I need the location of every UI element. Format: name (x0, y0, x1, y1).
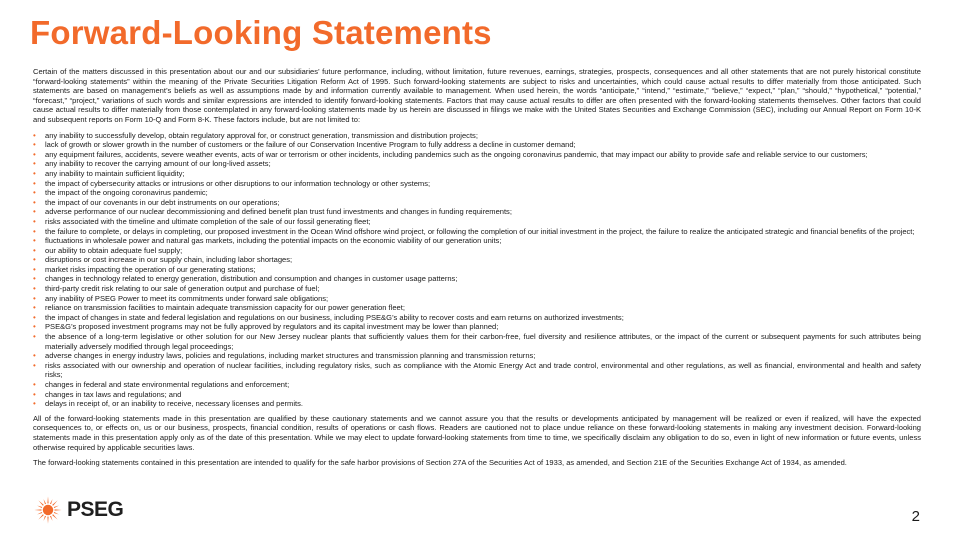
risk-factor-item: • risks associated with the timeline and ultimate completion of the sale of our fossil generating fleet; (33, 217, 921, 227)
logo-wordmark: PSEG (67, 498, 124, 521)
risk-factor-item: • risks associated with our ownership and operation of nuclear facilities, including regulatory risks, such as compliance with the Atomic Energy Act and trade control, environmental and other regulations, as well as financial, environmental and health and safety risks; (33, 361, 921, 380)
risk-factor-item: • any inability of PSEG Power to meet its commitments under forward sale obligations; (33, 294, 921, 304)
risk-factor-item: • third-party credit risk relating to our sale of generation output and purchase of fuel; (33, 284, 921, 294)
risk-factor-item: • our ability to obtain adequate fuel supply; (33, 246, 921, 256)
risk-factor-item: • the impact of the ongoing coronavirus pandemic; (33, 188, 921, 198)
risk-factor-item: • any inability to successfully develop, obtain regulatory approval for, or construct generation, transmission and distribution projects; (33, 131, 921, 141)
risk-factor-item: • changes in federal and state environmental regulations and enforcement; (33, 380, 921, 390)
risk-factor-item: • market risks impacting the operation of our generating stations; (33, 265, 921, 275)
slide-content (33, 67, 921, 474)
risk-factor-item: • any equipment failures, accidents, severe weather events, acts of war or terrorism or other incidents, including pandemics such as the ongoing coronavirus pandemic, that may impact our ability to provide safe and reliable service to our customers; (33, 150, 921, 160)
risk-factor-item: • changes in tax laws and regulations; and (33, 390, 921, 400)
risk-factor-item: • lack of growth or slower growth in the number of customers or the failure of our Conservation Incentive Program to fully address a decline in customer demand; (33, 140, 921, 150)
risk-factor-item: • any inability to recover the carrying amount of our long-lived assets; (33, 159, 921, 169)
risk-factor-item: • any inability to maintain sufficient liquidity; (33, 169, 921, 179)
risk-factor-item: • the failure to complete, or delays in completing, our proposed investment in the Ocean Wind offshore wind project, or following the completion of our initial investment in the project, the failure to realize the anticipated strategic and financial benefits of the project; (33, 227, 921, 237)
risk-factor-item: • adverse changes in energy industry laws, policies and regulations, including market structures and transmission planning and transmission returns; (33, 351, 921, 361)
risk-factor-item: • reliance on transmission facilities to maintain adequate transmission capacity for our power generation fleet; (33, 303, 921, 313)
safe-harbor-paragraph: The forward-looking statements contained in this presentation are intended to qualify for the safe harbor provisions of Section 27A of the Securities Act of 1933, as amended, and Section 21E of the Securities Exchange Act of 1934, as amended. (33, 458, 847, 468)
risk-factor-item: • changes in technology related to energy generation, distribution and consumption and changes in customer usage patterns; (33, 274, 921, 284)
risk-factor-item: • the impact of changes in state and federal legislation and regulations on our business, including PSE&G’s ability to recover costs and earn returns on authorized investments; (33, 313, 921, 323)
pseg-logo (34, 496, 123, 524)
intro-paragraph: Certain of the matters discussed in this presentation about our and our subsidiaries’ future performance, including, without limitation, future revenues, earnings, strategies, prospects, consequences and all other statements that are not purely historical constitute “forward-looking statements” within the meaning of the Private Securities Litigation Reform Act of 1995. Such forward-looking statements are subject to risks and uncertainties, which could cause actual results to differ materially from those anticipated. Such statements are based on management’s beliefs as well as assumptions made by and information currently available to management. When used herein, the words “anticipate,” “intend,” “estimate,” “believe,” “expect,” “plan,” “should,” “hypothetical,” “potential,” “forecast,” “project,” variations of such words and similar expressions are intended to identify forward-looking statements. Factors that may cause actual results to differ are often presented with the forward-looking statements themselves. Other factors that could cause actual results to differ materially from those contemplated in any forward-looking statements made by us herein are discussed in filings we make with the United States Securities and Exchange Commission (SEC), including our Annual Report on Form 10-K and subsequent reports on Form 10-Q and Form 8-K. These factors include, but are not limited to: (33, 67, 921, 124)
risk-factor-item: • the absence of a long-term legislative or other solution for our New Jersey nuclear plants that sufficiently values them for their carbon-free, fuel diversity and resilience attributes, or the impact of the current or subsequent payments for such attributes being materially adversely modified through legal proceedings; (33, 332, 921, 351)
risk-factor-item: • fluctuations in wholesale power and natural gas markets, including the potential impacts on the economic viability of our generation units; (33, 236, 921, 246)
risk-factor-list (33, 131, 921, 409)
risk-factor-item: • disruptions or cost increase in our supply chain, including labor shortages; (33, 255, 921, 265)
risk-factor-item: • PSE&G’s proposed investment programs may not be fully approved by regulators and its capital investment may be lower than planned; (33, 322, 921, 332)
page-number: 2 (911, 508, 920, 525)
sunburst-logo-icon (34, 496, 62, 524)
risk-factor-item: • the impact of cybersecurity attacks or intrusions or other disruptions to our information technology or other systems; (33, 179, 921, 189)
risk-factor-item: • adverse performance of our nuclear decommissioning and defined benefit plan trust fund investments and changes in funding requirements; (33, 207, 921, 217)
slide-title: Forward-Looking Statements (30, 14, 492, 51)
risk-factor-item: • the impact of our covenants in our debt instruments on our operations; (33, 198, 921, 208)
closing-paragraph: All of the forward-looking statements made in this presentation are qualified by these cautionary statements and we cannot assure you that the results or developments anticipated by management will be realized or even if realized, will have the expected consequences to, or effects on, us or our business, prospects, financial condition, results of operations or cash flows. Readers are cautioned not to place undue reliance on these forward-looking statements in making any investment decision. Forward-looking statements made in this presentation apply only as of the date of this presentation. While we may elect to update forward-looking statements from time to time, we specifically disclaim any obligation to do so, even in light of new information or future events, unless otherwise required by applicable securities laws. (33, 413, 921, 452)
risk-factor-item: • delays in receipt of, or an inability to receive, necessary licenses and permits. (33, 399, 921, 409)
